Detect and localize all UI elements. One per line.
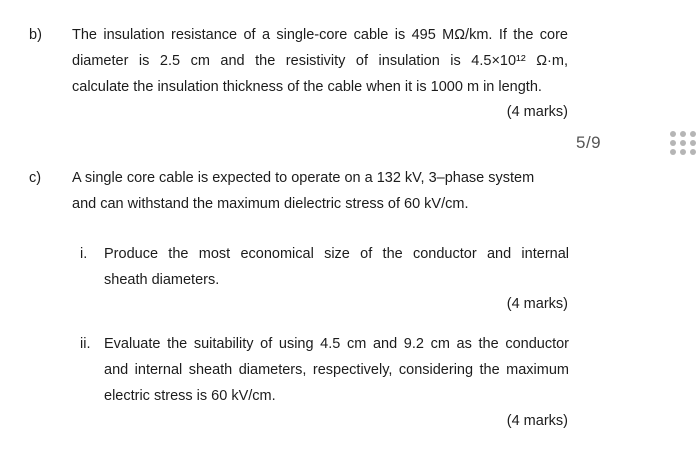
part-ii-label: ii. [80, 336, 91, 352]
part-ii-marks: (4 marks) [506, 413, 568, 429]
question-b-marks: (4 marks) [506, 104, 568, 120]
part-ii-text [104, 331, 569, 409]
question-b-line-1: The insulation resistance of a single-core cable is 495 MΩ/km. If the core [72, 27, 568, 43]
question-c-text [72, 165, 568, 217]
question-c-line-2: and can withstand the maximum dielectric stress of 60 kV/cm. [72, 196, 469, 212]
question-b-text [72, 22, 568, 100]
part-i-text [104, 241, 569, 293]
part-i-line-1: Produce the most economical size of the conductor and internal [104, 246, 569, 262]
grid-dots-icon[interactable] [670, 131, 700, 157]
part-ii-line-2: and internal sheath diameters, respectively, considering the maximum [104, 362, 569, 378]
question-b-label: b) [29, 27, 42, 43]
part-i-label: i. [80, 246, 88, 262]
part-i-line-2: sheath diameters. [104, 272, 220, 288]
question-b-line-3: calculate the insulation thickness of the cable when it is 1000 m in length. [72, 79, 542, 95]
part-ii-line-3: electric stress is 60 kV/cm. [104, 388, 276, 404]
page-indicator: 5/9 [576, 133, 602, 152]
part-ii-line-1: Evaluate the suitability of using 4.5 cm and 9.2 cm as the conductor [104, 336, 569, 352]
question-c-label: c) [29, 170, 42, 186]
part-i-marks: (4 marks) [506, 296, 568, 312]
question-c-line-1: A single core cable is expected to operate on a 132 kV, 3–phase system [72, 170, 535, 186]
question-b-line-2: diameter is 2.5 cm and the resistivity of insulation is 4.5×10¹² Ω·m, [72, 53, 568, 69]
